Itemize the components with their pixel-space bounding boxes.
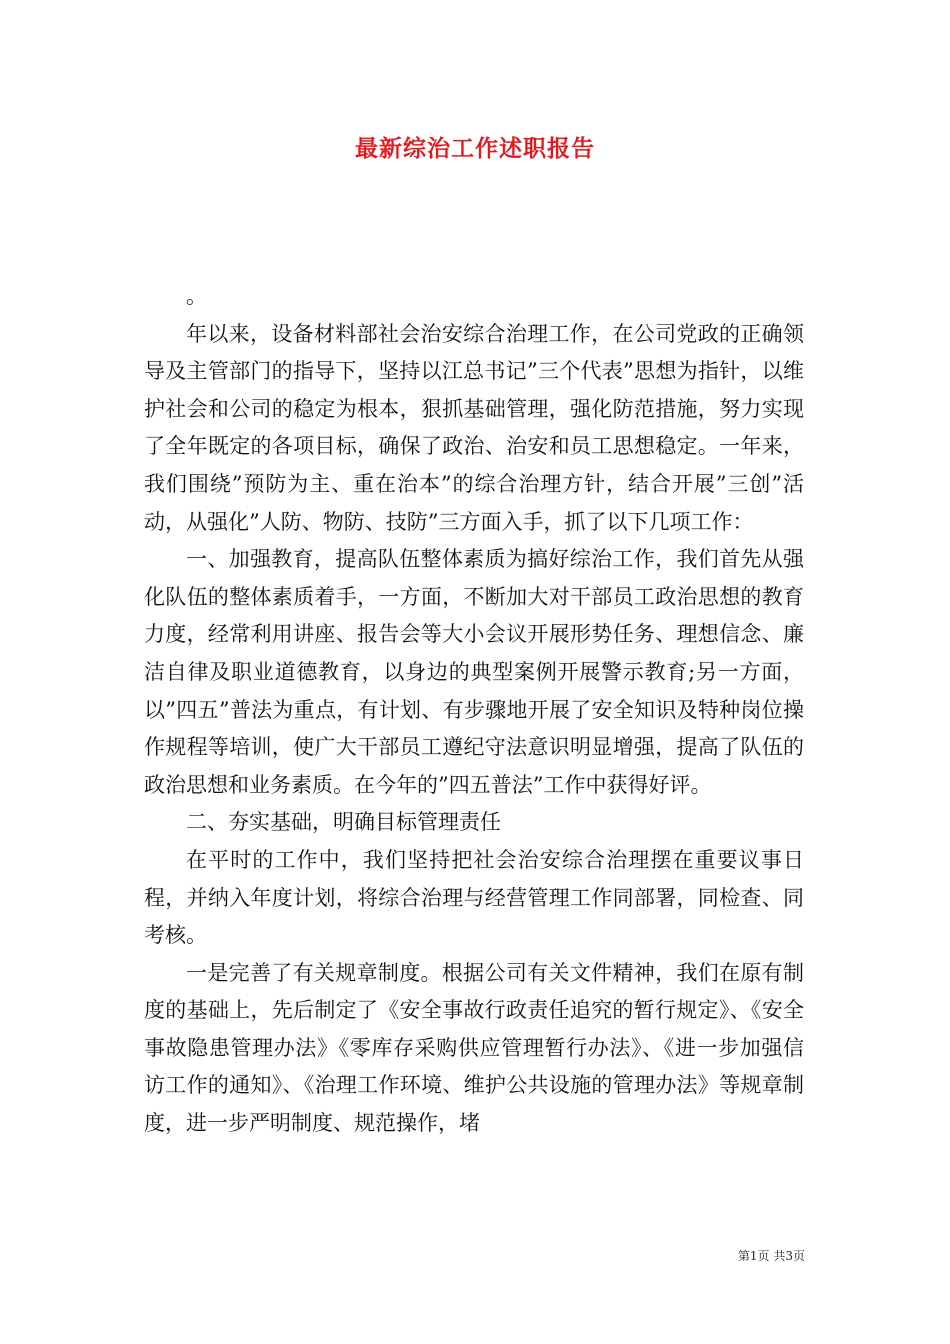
page-prefix: 第 bbox=[737, 1249, 750, 1263]
document-title: 最新综治工作述职报告 bbox=[355, 135, 595, 162]
paragraph-section-one: 一、加强教育，提高队伍整体素质为搞好综治工作，我们首先从强化队伍的整体素质着手，一方面，不断加大对干部员工政治思想的教育力度，经常利用讲座、报告会等大小会议开展形势任务、理想信念、廉洁自律及职业道德教育，以身边的典型案例开展警示教育;另一方面，以”四五”普法为重点，有计划、有步骤地开展了安全知识及特种岗位操作规程等培训，使广大干部员工遵纪守法意识明显增强，提高了队伍的政治思想和业务素质。在今年的”四五普法”工作中获得好评。 bbox=[144, 547, 804, 797]
page-total: 3 bbox=[785, 1249, 793, 1263]
section-heading-two: 二、夯实基础，明确目标管理责任 bbox=[186, 810, 501, 835]
paragraph-intro: 年以来，设备材料部社会治安综合治理工作，在公司党政的正确领导及主管部门的指导下，坚持以江总书记”三个代表”思想为指针，以维护社会和公司的稳定为根本，狠抓基础管理，强化防范措施，努力实现了全年既定的各项目标，确保了政治、治安和员工思想稳定。一年来，我们围绕”预防为主、重在治本”的综合治理方针，结合开展”三创”活动，从强化”人防、物防、技防”三方面入手，抓了以下几项工作： bbox=[144, 321, 804, 534]
paragraph-fragment: 。 bbox=[186, 284, 207, 308]
page-mid: 页 共 bbox=[757, 1249, 786, 1263]
paragraph-regulations: 一是完善了有关规章制度。根据公司有关文件精神，我们在原有制度的基础上，先后制定了《安全事故行政责任追究的暂行规定》、《安全事故隐患管理办法》《零库存采购供应管理暂行办法》、《进一步加强信访工作的通知》、《治理工作环境、维护公共设施的管理办法》等规章制度，进一步严明制度、规范操作，堵 bbox=[144, 960, 804, 1136]
paragraph-daily-work: 在平时的工作中，我们坚持把社会治安综合治理摆在重要议事日程，并纳入年度计划，将综合治理与经营管理工作同部署，同检查、同考核。 bbox=[144, 847, 804, 948]
page-current: 1 bbox=[749, 1249, 758, 1263]
page-suffix: 页 bbox=[792, 1249, 805, 1263]
document-body bbox=[144, 278, 804, 1143]
page-number bbox=[738, 1247, 805, 1264]
